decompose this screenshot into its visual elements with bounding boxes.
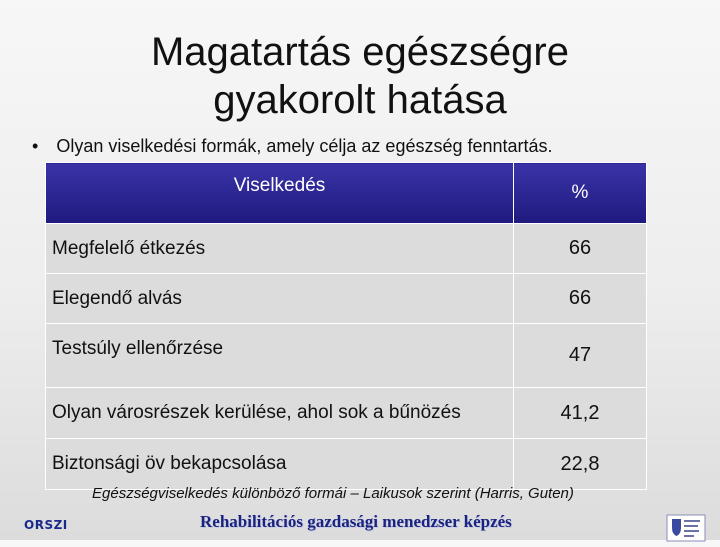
orszi-logo: ORSZI [24,518,68,532]
table-row [46,439,647,490]
cell-percent: 66 [514,274,647,324]
slide-title-line2: gyakorolt hatása [213,78,507,122]
cell-percent: 47 [514,324,647,388]
bullet-dot-icon: • [32,136,39,156]
table-row [46,324,647,388]
cell-behavior: Megfelelő étkezés [46,224,514,274]
header-behavior: Viselkedés [46,163,514,224]
cell-percent: 66 [514,224,647,274]
bullet-text: Olyan viselkedési formák, amely célja az egészség fenntartás. [56,136,553,156]
footer [0,508,720,540]
cell-percent: 41,2 [514,388,647,439]
cell-behavior: Biztonsági öv bekapcsolása [46,439,514,490]
slide-title-line1: Magatartás egészségre [150,30,569,74]
cell-percent: 22,8 [514,439,647,490]
table-row [46,274,647,324]
table-row [46,388,647,439]
slide-title [40,28,680,124]
cell-behavior: Testsúly ellenőrzése [46,324,514,388]
table-header-row [46,163,647,224]
cell-behavior: Elegendő alvás [46,274,514,324]
table-row [46,224,647,274]
cell-behavior: Olyan városrészek kerülése, ahol sok a bűnözés [46,388,514,439]
footer-title: Rehabilitációs gazdasági menedzser képzés [200,512,512,531]
table-caption: Egészségviselkedés különböző formái – Laikusok szerint (Harris, Guten) [92,485,574,502]
behavior-table [45,162,647,490]
bullet-point [32,136,553,157]
header-percent: % [514,163,647,224]
shield-logo-icon [666,514,706,542]
